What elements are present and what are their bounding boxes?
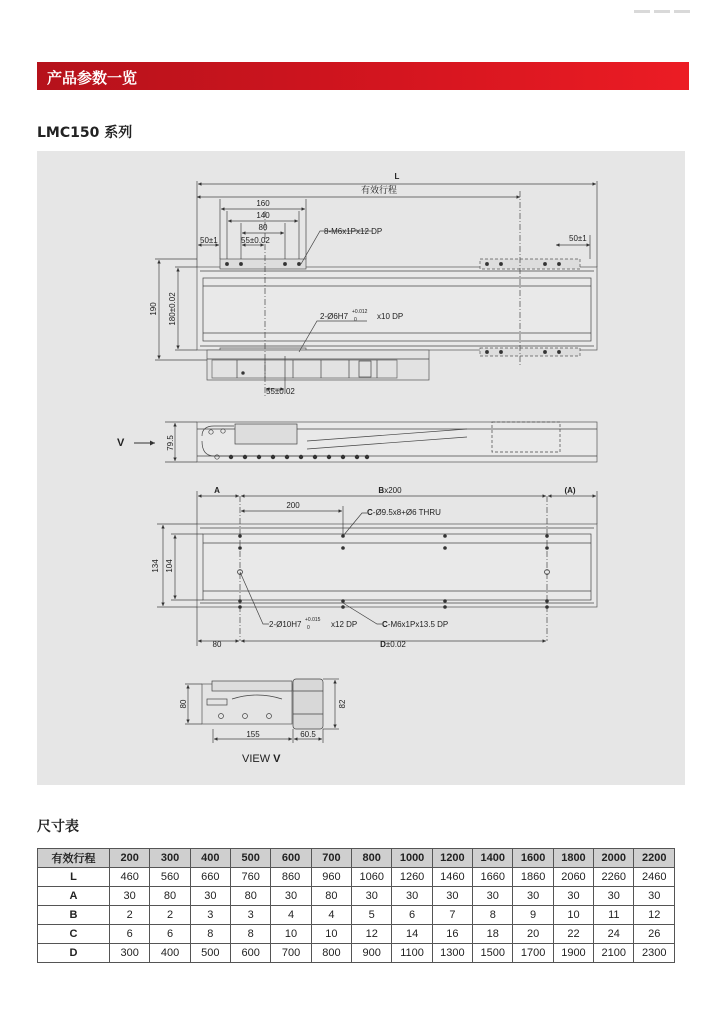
view-v-caption: VIEW V	[242, 753, 281, 765]
dim-A-paren: (A)	[564, 486, 576, 495]
dim-190: 190	[149, 302, 158, 316]
c-thread-callout: C-M6x1Px13.5 DP	[382, 620, 449, 629]
table-cell: 30	[634, 887, 675, 906]
table-cell: 2	[150, 906, 190, 925]
table-cell: 2	[110, 906, 150, 925]
table-cell: 2060	[553, 868, 593, 887]
table-cell: 2460	[634, 868, 675, 887]
table-cell: 860	[271, 868, 311, 887]
dim-155: 155	[246, 730, 260, 739]
table-header-stroke: 1000	[392, 849, 432, 868]
table-cell: 760	[231, 868, 271, 887]
dimension-table	[37, 848, 675, 963]
table-cell: 30	[271, 887, 311, 906]
series-title: LMC150 系列	[37, 125, 133, 141]
table-cell: 2100	[594, 944, 634, 963]
table-row-label: L	[38, 868, 110, 887]
table-cell: 400	[150, 944, 190, 963]
table-cell: 700	[271, 944, 311, 963]
pin-10-callout: 2-Ø10H7	[269, 620, 302, 629]
table-cell: 30	[513, 887, 553, 906]
table-cell: 30	[190, 887, 230, 906]
table-cell: 1300	[432, 944, 472, 963]
table-cell: 8	[190, 925, 230, 944]
table-cell: 660	[190, 868, 230, 887]
table-header-stroke: 1600	[513, 849, 553, 868]
pin-depth: x10 DP	[377, 312, 404, 321]
dim-180: 180±0.02	[168, 292, 177, 326]
dim-60-5: 60.5	[300, 730, 316, 739]
table-cell: 3	[231, 906, 271, 925]
table-cell: 2260	[594, 868, 634, 887]
header-decoration	[630, 0, 720, 4]
dim-160: 160	[256, 199, 270, 208]
table-header-stroke: 500	[231, 849, 271, 868]
dim-B-pitch: Bx200	[378, 486, 402, 495]
dim-50-right: 50±1	[569, 234, 587, 243]
dim-D: D±0.02	[380, 640, 406, 649]
table-header-stroke: 600	[271, 849, 311, 868]
pin-tol-upper: +0.012	[352, 309, 368, 315]
dim-55-bottom: 55±0.02	[266, 387, 295, 396]
table-cell: 18	[473, 925, 513, 944]
table-cell: 300	[110, 944, 150, 963]
table-cell: 30	[392, 887, 432, 906]
table-header-stroke: 1800	[553, 849, 593, 868]
table-header-stroke: 1200	[432, 849, 472, 868]
table-cell: 30	[432, 887, 472, 906]
table-cell: 6	[150, 925, 190, 944]
side-view	[197, 422, 597, 462]
dim-A: A	[214, 486, 220, 495]
table-cell: 1060	[352, 868, 392, 887]
table-cell: 24	[594, 925, 634, 944]
dimension-table-title: 尺寸表	[37, 819, 79, 835]
table-cell: 6	[110, 925, 150, 944]
dim-134: 134	[151, 559, 160, 573]
pin-callout: 2-Ø6H7	[320, 312, 349, 321]
table-row-label: B	[38, 906, 110, 925]
table-row	[38, 944, 675, 963]
table-row	[38, 868, 675, 887]
dim-104: 104	[165, 559, 174, 573]
end-view	[185, 679, 339, 743]
table-row-label: D	[38, 944, 110, 963]
table-cell: 30	[553, 887, 593, 906]
table-cell: 900	[352, 944, 392, 963]
table-cell: 9	[513, 906, 553, 925]
table-header-stroke: 300	[150, 849, 190, 868]
technical-drawing-panel	[37, 151, 685, 785]
table-cell: 1660	[473, 868, 513, 887]
table-cell: 80	[231, 887, 271, 906]
dim-50-left: 50±1	[200, 236, 218, 245]
dim-200: 200	[286, 501, 300, 510]
dim-80-bottom: 80	[212, 640, 222, 649]
table-row	[38, 906, 675, 925]
table-row-label: C	[38, 925, 110, 944]
table-header-stroke: 800	[352, 849, 392, 868]
table-header-label: 有效行程	[38, 849, 110, 868]
table-cell: 30	[110, 887, 150, 906]
table-cell: 1100	[392, 944, 432, 963]
table-cell: 8	[231, 925, 271, 944]
table-cell: 4	[271, 906, 311, 925]
table-row-label: A	[38, 887, 110, 906]
section-banner	[37, 62, 689, 90]
table-cell: 1460	[432, 868, 472, 887]
table-cell: 6	[392, 906, 432, 925]
dim-effective-stroke: 有效行程	[360, 185, 398, 195]
table-cell: 30	[473, 887, 513, 906]
dim-80: 80	[258, 223, 268, 232]
table-cell: 1700	[513, 944, 553, 963]
table-cell: 10	[271, 925, 311, 944]
table-cell: 14	[392, 925, 432, 944]
top-view	[155, 181, 597, 396]
table-header-stroke: 400	[190, 849, 230, 868]
table-cell: 3	[190, 906, 230, 925]
table-cell: 460	[110, 868, 150, 887]
table-row	[38, 925, 675, 944]
table-body	[38, 868, 675, 963]
table-cell: 11	[594, 906, 634, 925]
table-cell: 16	[432, 925, 472, 944]
pin-10-tol-upper: +0.015	[305, 617, 321, 623]
dim-140: 140	[256, 211, 270, 220]
table-cell: 12	[352, 925, 392, 944]
table-cell: 800	[311, 944, 351, 963]
dim-82: 82	[338, 699, 347, 709]
table-cell: 12	[634, 906, 675, 925]
table-cell: 1860	[513, 868, 553, 887]
table-cell: 22	[553, 925, 593, 944]
dim-L: L	[394, 172, 400, 181]
dim-55-top: 55±0.02	[241, 236, 270, 245]
table-cell: 30	[594, 887, 634, 906]
table-cell: 20	[513, 925, 553, 944]
table-cell: 1260	[392, 868, 432, 887]
table-header-row	[38, 849, 675, 868]
table-cell: 2300	[634, 944, 675, 963]
table-cell: 10	[311, 925, 351, 944]
table-cell: 10	[553, 906, 593, 925]
table-cell: 960	[311, 868, 351, 887]
technical-drawing	[37, 151, 685, 785]
table-cell: 4	[311, 906, 351, 925]
table-cell: 1900	[553, 944, 593, 963]
table-cell: 600	[231, 944, 271, 963]
section-title: 产品参数一览	[47, 69, 138, 87]
table-cell: 8	[473, 906, 513, 925]
table-header-stroke: 2200	[634, 849, 675, 868]
thread-callout: 8-M6x1Px12 DP	[324, 227, 383, 236]
table-cell: 26	[634, 925, 675, 944]
dim-80-end: 80	[179, 699, 188, 709]
pin-tol-lower: 0	[354, 317, 357, 323]
table-cell: 1500	[473, 944, 513, 963]
table-cell: 500	[190, 944, 230, 963]
table-header-stroke: 1400	[473, 849, 513, 868]
c-hole-callout: C-Ø9.5x8+Ø6 THRU	[367, 508, 441, 517]
view-v-arrow-label: V	[117, 437, 125, 449]
table-cell: 80	[150, 887, 190, 906]
table-header-stroke: 200	[110, 849, 150, 868]
table-cell: 5	[352, 906, 392, 925]
table-header-stroke: 700	[311, 849, 351, 868]
table-cell: 7	[432, 906, 472, 925]
dim-79-5: 79.5	[166, 435, 175, 451]
table-cell: 560	[150, 868, 190, 887]
table-cell: 30	[352, 887, 392, 906]
table-cell: 80	[311, 887, 351, 906]
pin-10-tol-lower: 0	[307, 625, 310, 631]
table-header-stroke: 2000	[594, 849, 634, 868]
pin-10-depth: x12 DP	[331, 620, 358, 629]
table-row	[38, 887, 675, 906]
